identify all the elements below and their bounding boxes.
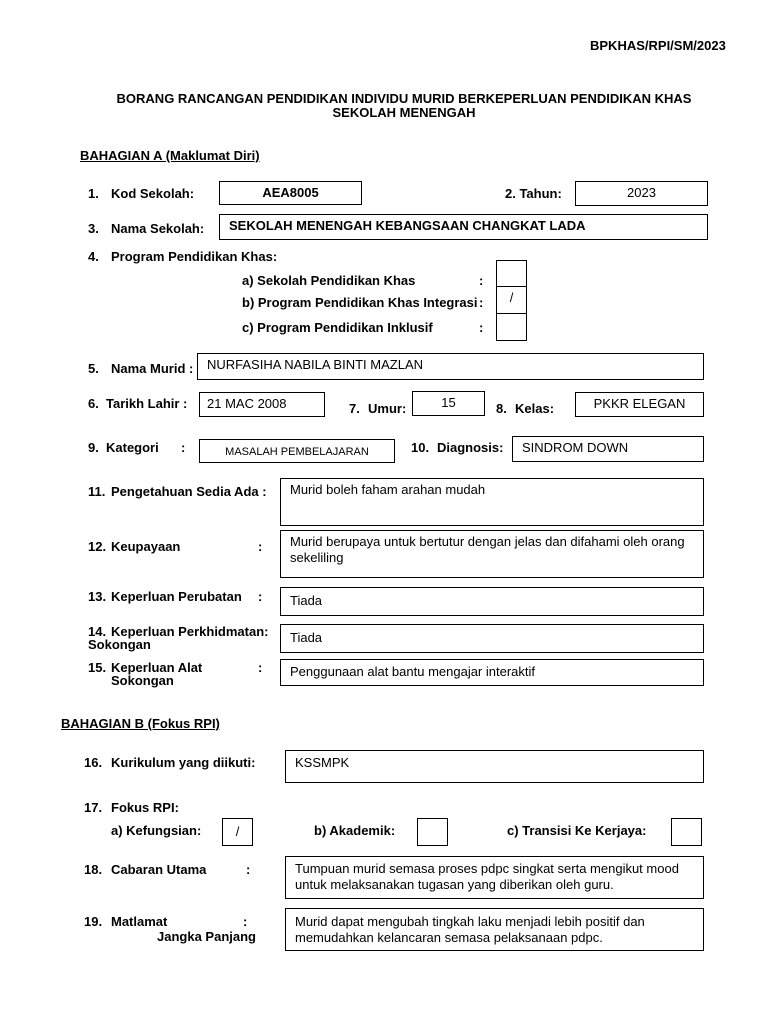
q10-number: 10.	[411, 440, 430, 455]
q6-label: Tarikh Lahir :	[106, 396, 188, 411]
option-c-checkbox[interactable]	[496, 313, 527, 341]
school-name-field[interactable]	[219, 214, 708, 240]
ability-field[interactable]	[280, 530, 704, 578]
birth-date-field[interactable]	[199, 392, 325, 417]
q14-label-line2: Sokongan	[88, 637, 151, 652]
q9-number: 9.	[88, 440, 99, 455]
q14-number: 14.	[88, 624, 107, 639]
q8-number: 8.	[496, 401, 507, 416]
q12-label: Keupayaan	[111, 539, 181, 554]
section-b-heading: BAHAGIAN B (Fokus RPI)	[61, 716, 220, 731]
q19-number: 19.	[84, 914, 103, 929]
prior-knowledge-field[interactable]	[280, 478, 704, 526]
category-field[interactable]	[199, 439, 395, 463]
q15-label-line2: Sokongan	[111, 673, 174, 688]
q18-colon: :	[246, 862, 251, 877]
curriculum-value: KSSMPK	[295, 755, 350, 770]
long-term-goal-field[interactable]	[285, 908, 704, 951]
q9-label: Kategori	[106, 440, 159, 455]
birth-date-value: 21 MAC 2008	[207, 396, 287, 411]
option-c-colon: :	[479, 320, 484, 335]
q15-label: Keperluan Alat	[111, 660, 203, 675]
focus-academic-label: b) Akademik:	[314, 823, 396, 838]
diagnosis-field[interactable]	[512, 436, 704, 462]
school-code-value: AEA8005	[262, 185, 319, 200]
main-challenge-field[interactable]	[285, 856, 704, 899]
q4-label: Program Pendidikan Khas:	[111, 249, 278, 264]
main-challenge-value: Tumpuan murid semasa proses pdpc singkat serta mengikut mood untuk melaksanakan tugasan yang diberikan oleh guru.	[295, 861, 679, 892]
focus-functional-label: a) Kefungsian:	[111, 823, 202, 838]
long-term-goal-value: Murid dapat mengubah tingkah laku menjadi lebih positif dan memudahkan kelancaran semasa pelaksanaan pdpc.	[295, 914, 645, 945]
option-b-checkbox[interactable]	[496, 286, 527, 314]
class-field[interactable]	[575, 392, 704, 417]
q13-colon: :	[258, 589, 263, 604]
diagnosis-value: SINDROM DOWN	[522, 440, 629, 455]
q7-number: 7.	[349, 401, 360, 416]
focus-functional-checkbox[interactable]	[222, 818, 253, 846]
school-code-field[interactable]	[219, 181, 362, 205]
q16-number: 16.	[84, 755, 103, 770]
q2-label: 2. Tahun:	[505, 186, 562, 201]
prior-knowledge-value: Murid boleh faham arahan mudah	[290, 482, 486, 497]
q16-label: Kurikulum yang diikuti:	[111, 755, 256, 770]
q18-number: 18.	[84, 862, 103, 877]
q6-number: 6.	[88, 396, 99, 411]
form-title-line2: SEKOLAH MENENGAH	[332, 105, 476, 120]
option-b-colon: :	[479, 295, 484, 310]
focus-functional-mark: /	[235, 824, 240, 839]
q19-label: Matlamat	[111, 914, 168, 929]
medical-needs-field[interactable]	[280, 587, 704, 616]
class-value: PKKR ELEGAN	[593, 396, 686, 411]
ability-value: Murid berupaya untuk bertutur dengan jelas dan difahami oleh orang sekeliling	[290, 534, 685, 565]
q5-number: 5.	[88, 361, 99, 376]
q1-number: 1.	[88, 186, 99, 201]
age-value: 15	[441, 395, 456, 410]
focus-transition-label: c) Transisi Ke Kerjaya:	[507, 823, 647, 838]
q15-colon: :	[258, 660, 263, 675]
option-a-colon: :	[479, 273, 484, 288]
form-title-line1: BORANG RANCANGAN PENDIDIKAN INDIVIDU MURID BERKEPERLUAN PENDIDIKAN KHAS	[116, 91, 692, 106]
option-a-label: a) Sekolah Pendidikan Khas	[242, 273, 416, 288]
focus-academic-checkbox[interactable]	[417, 818, 448, 846]
student-name-value: NURFASIHA NABILA BINTI MAZLAN	[207, 357, 423, 372]
q11-label: Pengetahuan Sedia Ada :	[111, 484, 267, 499]
year-field[interactable]	[575, 181, 708, 206]
q7-label: Umur:	[368, 401, 407, 416]
q10-label: Diagnosis:	[437, 440, 504, 455]
section-a-heading: BAHAGIAN A (Maklumat Diri)	[80, 148, 260, 163]
q18-label: Cabaran Utama	[111, 862, 207, 877]
document-code: BPKHAS/RPI/SM/2023	[590, 38, 726, 53]
option-b-label: b) Program Pendidikan Khas Integrasi	[242, 295, 478, 310]
q17-label: Fokus RPI:	[111, 800, 179, 815]
option-a-checkbox[interactable]	[496, 260, 527, 287]
category-value: MASALAH PEMBELAJARAN	[225, 446, 369, 458]
year-value: 2023	[627, 185, 656, 200]
q19-label-line2: Jangka Panjang	[157, 929, 256, 944]
q19-colon: :	[243, 914, 248, 929]
q12-number: 12.	[88, 539, 107, 554]
q12-colon: :	[258, 539, 263, 554]
focus-transition-checkbox[interactable]	[671, 818, 702, 846]
medical-needs-value: Tiada	[290, 593, 323, 608]
q13-number: 13.	[88, 589, 107, 604]
support-services-value: Tiada	[290, 630, 323, 645]
q8-label: Kelas:	[515, 401, 555, 416]
q17-number: 17.	[84, 800, 103, 815]
q3-label: Nama Sekolah:	[111, 221, 205, 236]
student-name-field[interactable]	[197, 353, 704, 380]
support-tools-field[interactable]	[280, 659, 704, 686]
age-field[interactable]	[412, 391, 485, 416]
q11-number: 11.	[88, 484, 106, 499]
q13-label: Keperluan Perubatan	[111, 589, 242, 604]
q4-number: 4.	[88, 249, 99, 264]
q1-label: Kod Sekolah:	[111, 186, 195, 201]
school-name-value: SEKOLAH MENENGAH KEBANGSAAN CHANGKAT LADA	[229, 218, 586, 233]
curriculum-field[interactable]	[285, 750, 704, 783]
option-c-label: c) Program Pendidikan Inklusif	[242, 320, 433, 335]
option-b-mark: /	[509, 290, 514, 305]
q9-colon: :	[181, 440, 186, 455]
support-tools-value: Penggunaan alat bantu mengajar interaktif	[290, 664, 536, 679]
q15-number: 15.	[88, 660, 107, 675]
q14-label: Keperluan Perkhidmatan:	[111, 624, 269, 639]
q3-number: 3.	[88, 221, 99, 236]
support-services-field[interactable]	[280, 624, 704, 653]
q5-label: Nama Murid :	[111, 361, 194, 376]
